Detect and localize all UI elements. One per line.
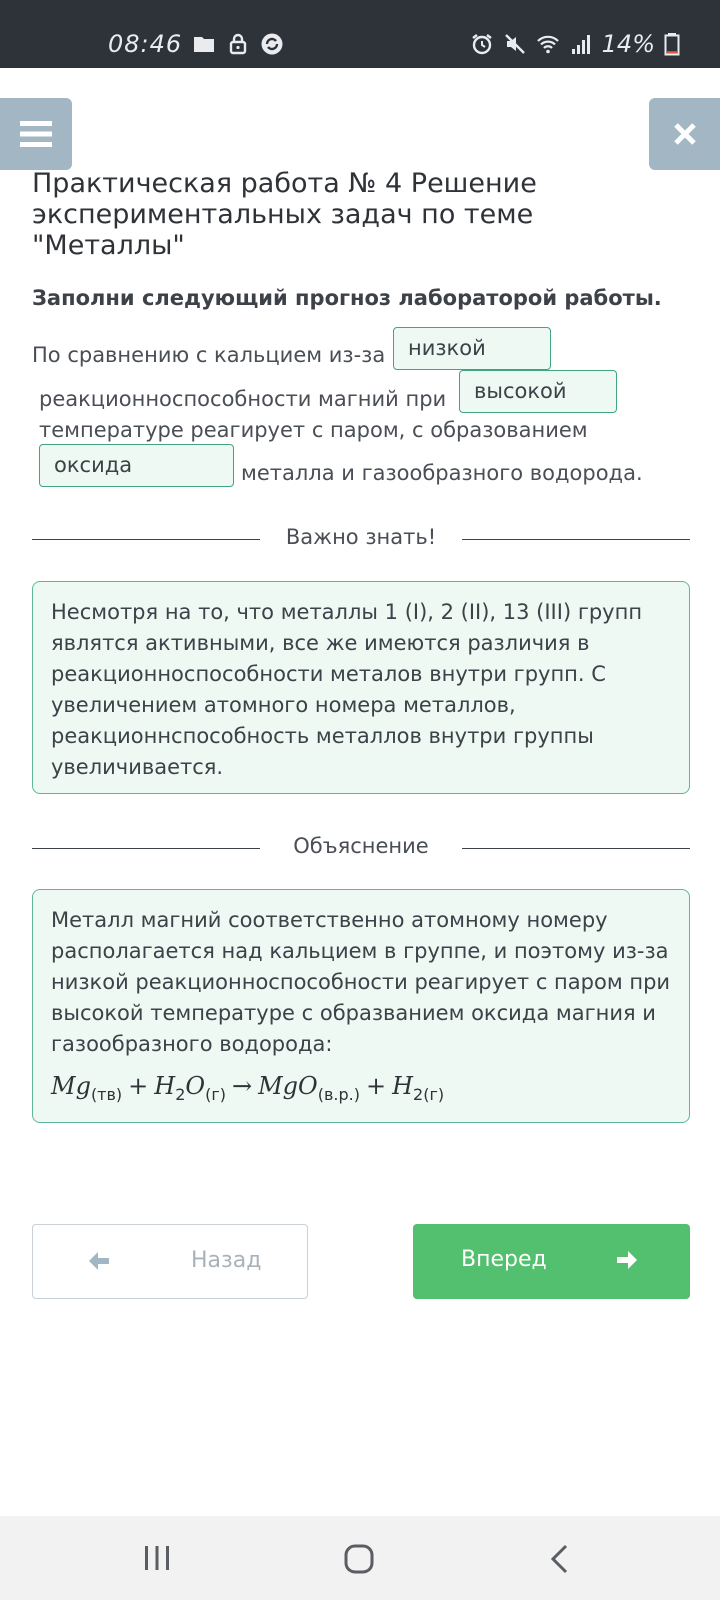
status-time: 08:46 bbox=[108, 30, 183, 58]
important-heading: Важно знать! bbox=[285, 525, 437, 549]
folder-icon bbox=[192, 32, 216, 56]
formula-o: O bbox=[185, 1072, 206, 1100]
battery-percent: 14% bbox=[601, 30, 655, 58]
formula-plus-1: + bbox=[128, 1072, 149, 1100]
reaction-formula bbox=[51, 1066, 671, 1115]
formula-arrow: → bbox=[231, 1072, 253, 1100]
formula-h-index: 2 bbox=[175, 1084, 186, 1104]
alarm-icon bbox=[470, 32, 494, 56]
task-text-segment-1: По сравнению с кальцием из-за bbox=[32, 343, 386, 367]
explanation-text: Металл магний соответственно атомному номеру располагается над кальцием в группе, и поэтому из-за низкой реакционноспособности реагирует с паром при высокой температуре с образванием оксида магния и газообразного водорода: bbox=[51, 908, 671, 1056]
arrow-left-icon bbox=[87, 1249, 111, 1273]
answer-blank-3[interactable]: оксида bbox=[39, 444, 234, 487]
divider-line-right bbox=[462, 848, 690, 849]
next-button[interactable] bbox=[413, 1224, 690, 1299]
formula-mg: Mg bbox=[51, 1072, 91, 1100]
task-text-segment-4: металла и газообразного водорода. bbox=[241, 461, 643, 485]
formula-h2-state: 2(г) bbox=[413, 1084, 445, 1104]
back-button-label: Назад bbox=[191, 1248, 262, 1273]
answer-blank-2[interactable]: высокой bbox=[459, 370, 617, 413]
explanation-box bbox=[32, 889, 690, 1123]
lock-icon bbox=[226, 32, 250, 56]
task-instruction: Заполни следующий прогноз лабораторой работы. bbox=[32, 286, 662, 310]
close-icon bbox=[673, 122, 697, 146]
divider-line-right bbox=[462, 539, 690, 540]
task-text-segment-3: температуре реагирует с паром, с образованием bbox=[39, 418, 588, 442]
formula-h2: H bbox=[392, 1072, 414, 1100]
home-icon[interactable] bbox=[344, 1544, 374, 1574]
back-icon[interactable] bbox=[548, 1544, 570, 1574]
page-title: Практическая работа № 4 Решение экспериментальных задач по теме "Металлы" bbox=[32, 168, 537, 261]
signal-icon bbox=[569, 32, 593, 56]
explanation-divider bbox=[32, 834, 690, 862]
sync-icon bbox=[260, 32, 284, 56]
wifi-icon bbox=[536, 32, 560, 56]
close-button[interactable] bbox=[649, 98, 720, 170]
battery-icon bbox=[664, 32, 680, 56]
next-button-label: Вперед bbox=[461, 1247, 547, 1272]
formula-mgo-state: (в.р.) bbox=[317, 1084, 360, 1104]
formula-water-state: (г) bbox=[205, 1084, 226, 1104]
task-text-segment-2: реакционноспособности магний при bbox=[39, 387, 447, 411]
back-button[interactable] bbox=[32, 1224, 308, 1299]
recent-apps-icon[interactable] bbox=[143, 1544, 171, 1572]
menu-button[interactable] bbox=[0, 98, 72, 170]
mute-icon bbox=[503, 32, 527, 56]
system-navigation-bar bbox=[0, 1516, 720, 1600]
formula-plus-2: + bbox=[365, 1072, 387, 1100]
explanation-heading: Объяснение bbox=[293, 834, 429, 858]
formula-mg-state: (тв) bbox=[90, 1084, 123, 1104]
important-divider bbox=[32, 525, 690, 553]
important-text: Несмотря на то, что металлы 1 (I), 2 (II), 13 (III) групп являтся активными, все же имеются различия в реакционноспособности металов внутри групп. С увеличением атомного номера металлов, реакционнспособность металлов внутри группы увеличивается. bbox=[51, 600, 643, 779]
arrow-right-icon bbox=[615, 1248, 639, 1272]
status-bar bbox=[0, 0, 720, 68]
status-bar-left bbox=[108, 30, 284, 58]
menu-icon bbox=[20, 121, 52, 147]
formula-mgo: MgO bbox=[258, 1072, 318, 1100]
important-box bbox=[32, 581, 690, 794]
status-bar-right bbox=[470, 30, 680, 58]
formula-h: H bbox=[154, 1072, 176, 1100]
answer-blank-1[interactable]: низкой bbox=[393, 327, 551, 370]
